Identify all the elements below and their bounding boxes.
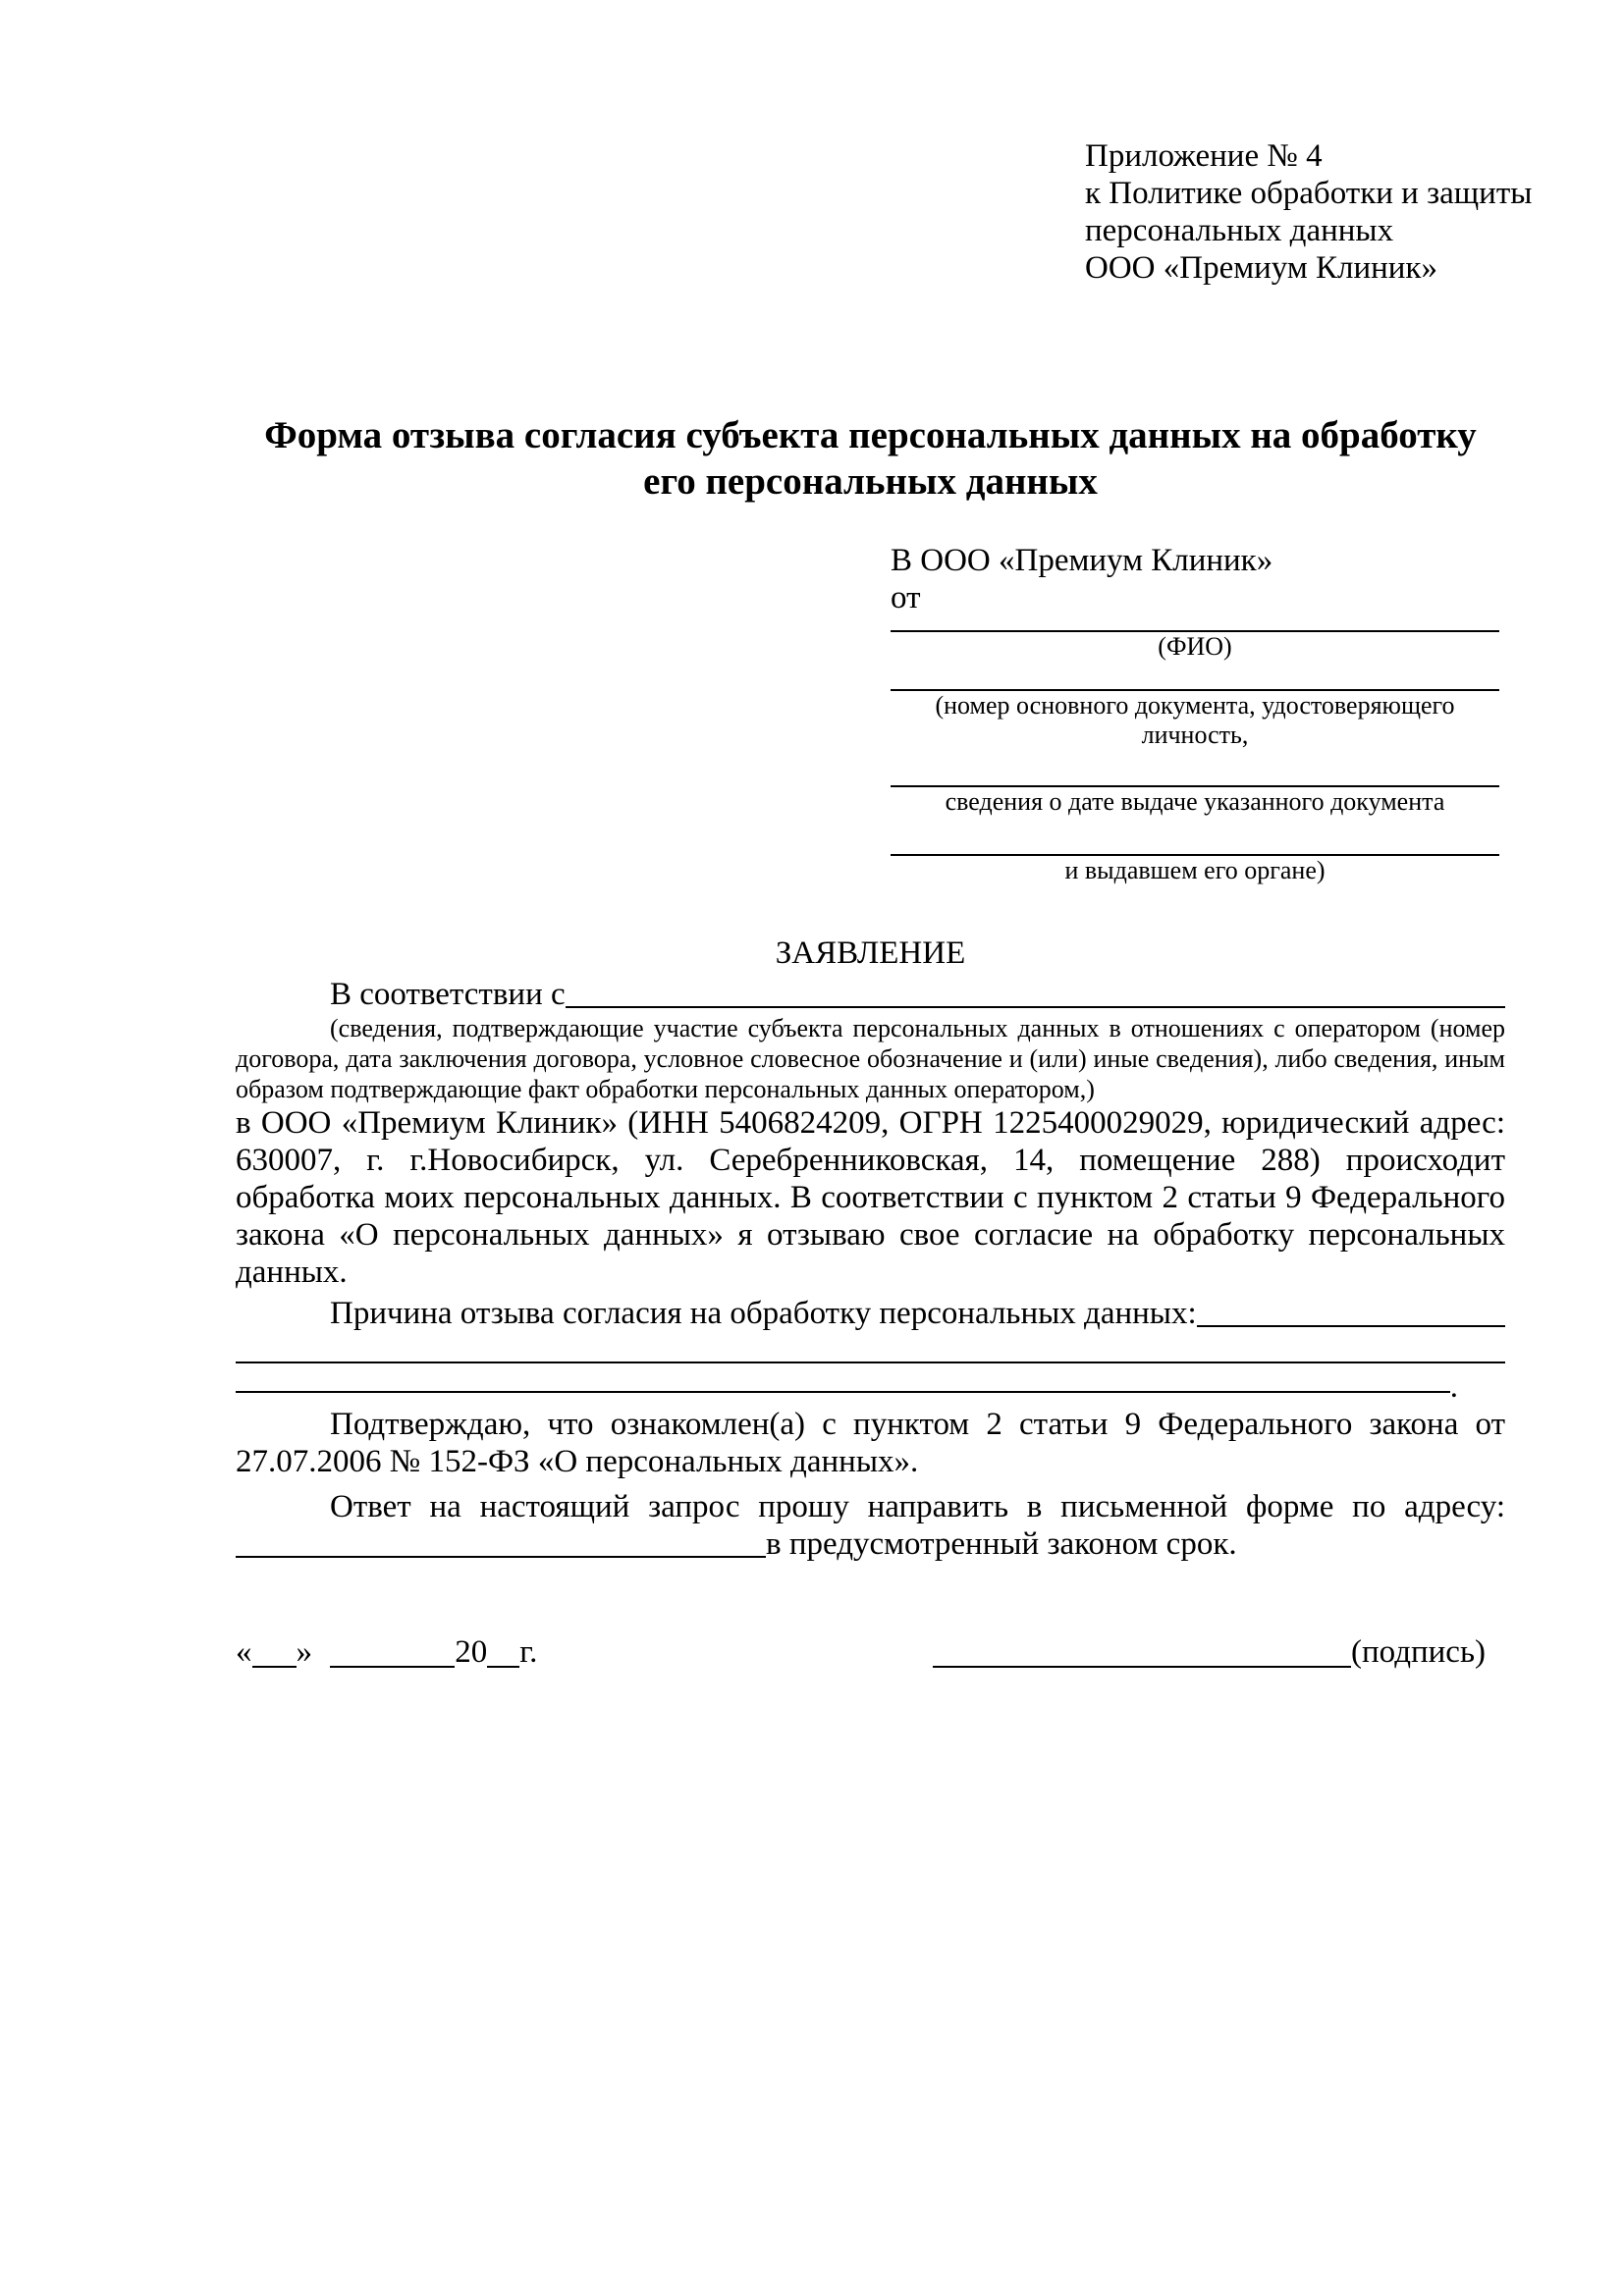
document-title-line2: его персональных данных [643, 460, 1098, 503]
appendix-note-line: персональных данных [1085, 213, 1394, 248]
response-tail-text: в предусмотренный законом срок. [766, 1526, 1237, 1562]
signature-row [236, 1633, 1505, 1671]
date-year-prefix: 20 [455, 1634, 488, 1670]
confirmation-paragraph: Подтверждаю, что ознакомлен(а) с пунктом 2 статьи 9 Федерального закона от 27.07.2006 № 152-ФЗ «О персональных данных». [236, 1407, 1505, 1479]
intro-line [236, 976, 1505, 1013]
document-title [236, 412, 1505, 505]
addressee-to: В ООО «Премиум Клиник» [891, 543, 1273, 578]
reason-blank-line-3 [236, 1363, 1505, 1405]
issuer-blank-line [891, 817, 1499, 856]
date-day-blank [252, 1640, 297, 1668]
issuer-caption: и выдавшем его органе) [1064, 856, 1326, 884]
addressee-from-label: от [891, 580, 921, 615]
intro-caption: (сведения, подтверждающие участие субъекта персональных данных в отношениях с оператором (номер договора, дата заключения договора, условное словесное обозначение и (или) иные сведения), либо сведения, иным образом подтверждающие факт обработки персональных данных оператором,) [236, 1014, 1505, 1103]
document-number-caption: (номер основного документа, удостоверяющего личность, [935, 691, 1455, 749]
intro-blank-line [566, 976, 1505, 1008]
statement-heading: ЗАЯВЛЕНИЕ [775, 935, 966, 971]
reason-blank-line [1197, 1295, 1505, 1327]
date-year-suffix: г. [519, 1634, 538, 1670]
date-quote-close: » [296, 1634, 312, 1670]
date-month-blank [330, 1640, 455, 1668]
document-title-line1: Форма отзыва согласия субъекта персональных данных на обработку [264, 414, 1477, 456]
issue-date-caption: сведения о дате выдаче указанного документа [945, 787, 1445, 816]
appendix-note-line: ООО «Премиум Клиник» [1085, 250, 1437, 286]
blank-line-period: . [1449, 1369, 1458, 1405]
date-quote-open: « [236, 1634, 252, 1670]
response-address-line [236, 1525, 1505, 1563]
address-blank-line [236, 1525, 766, 1558]
fio-blank-line [891, 616, 1499, 632]
fio-caption: (ФИО) [1158, 632, 1232, 661]
date-year-blank [487, 1640, 519, 1668]
intro-lead-text: В соответствии с [330, 977, 566, 1012]
response-paragraph: Ответ на настоящий запрос прошу направить в письменной форме по адресу: [330, 1489, 1505, 1524]
reason-blank-line-3-rule [236, 1363, 1450, 1393]
signature-line [933, 1633, 1486, 1671]
appendix-note [1085, 0, 1533, 287]
addressee-block [891, 542, 1499, 885]
signature-caption: (подпись) [1351, 1634, 1486, 1670]
signature-blank [933, 1640, 1351, 1668]
appendix-note-line: Приложение № 4 [1085, 138, 1323, 174]
issue-date-blank-line [891, 750, 1499, 787]
statement-body: в ООО «Премиум Клиник» (ИНН 5406824209, ОГРН 1225400029029, юридический адрес: 630007, г. г.Новосибирск, ул. Серебренниковская, 14, помещение 288) происходит обработка моих персональных данных. В соответствии с пунктом 2 статьи 9 Федерального закона «О персональных данных» я отзываю свое согласие на обработку персональных данных. [236, 1105, 1505, 1290]
reason-line [236, 1295, 1505, 1332]
appendix-note-line: к Политике обработки и защиты [1085, 176, 1533, 211]
reason-label: Причина отзыва согласия на обработку персональных данных: [330, 1296, 1197, 1331]
date-line [236, 1633, 537, 1671]
document-number-blank-line [891, 662, 1499, 691]
reason-blank-line-2 [236, 1332, 1505, 1363]
